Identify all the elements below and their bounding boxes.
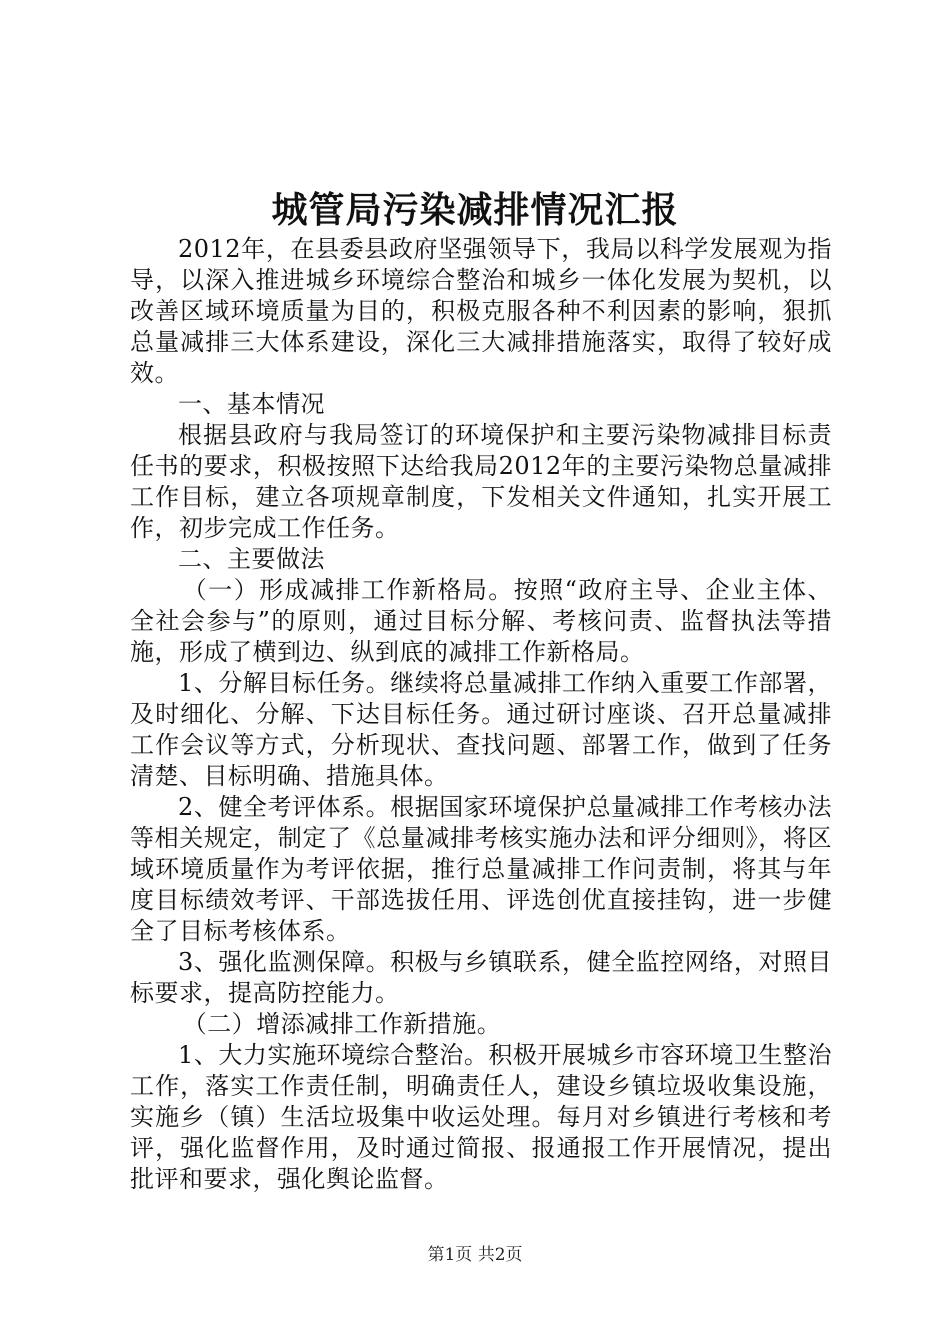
- basic-situation-paragraph: 根据县政府与我局签订的环境保护和主要污染物减排目标责任书的要求，积极按照下达给我局2012年的主要污染物总量减排工作目标，建立各项规章制度，下发相关文件通知，扎实开展工作，初步完成工作任务。: [130, 421, 832, 542]
- item-monitoring-paragraph: 3、强化监测保障。积极与乡镇联系，健全监控网络，对照目标要求，提高防控能力。: [130, 948, 832, 1007]
- item-evaluation-system-paragraph: 2、健全考评体系。根据国家环境保护总量减排工作考核办法等相关规定，制定了《总量减排考核实施办法和评分细则》，将区域环境质量作为考评依据，推行总量减排工作问责制，将其与年度目标绩效考评、干部选拔任用、评选创优直接挂钩，进一步健全了目标考核体系。: [130, 793, 832, 945]
- intro-paragraph: 2012年，在县委县政府坚强领导下，我局以科学发展观为指导，以深入推进城乡环境综合整治和城乡一体化发展为契机，以改善区域环境质量为目的，积极克服各种不利因素的影响，狠抓总量减排三大体系建设，深化三大减排措施落实，取得了较好成效。: [130, 235, 832, 387]
- subsection-new-pattern-paragraph: （一）形成减排工作新格局。按照“政府主导、企业主体、全社会参与”的原则，通过目标分解、考核问责、监督执法等措施，形成了横到边、纵到底的减排工作新格局。: [130, 576, 832, 666]
- document-body: [130, 234, 832, 1195]
- subsection-new-measures-heading: （二）增添减排工作新措施。: [182, 1010, 502, 1038]
- page-footer: 第1页 共2页: [427, 1245, 523, 1265]
- item-decompose-targets-paragraph: 1、分解目标任务。继续将总量减排工作纳入重要工作部署，及时细化、分解、下达目标任务。通过研讨座谈、召开总量减排工作会议等方式，分析现状、查找问题、部署工作，做到了任务清楚、目标明确、措施具体。: [130, 669, 832, 790]
- item-environment-remediation-paragraph: 1、大力实施环境综合整治。积极开展城乡市容环境卫生整治工作，落实工作责任制，明确责任人，建设乡镇垃圾收集设施，实施乡（镇）生活垃圾集中收运处理。每月对乡镇进行考核和考评，强化监督作用，及时通过简报、报通报工作开展情况，提出批评和要求，强化舆论监督。: [130, 1041, 832, 1193]
- document-title: 城管局污染减排情况汇报: [271, 189, 679, 231]
- section-heading-main-measures: 二、主要做法: [178, 545, 325, 573]
- section-heading-basic-situation: 一、基本情况: [178, 390, 325, 418]
